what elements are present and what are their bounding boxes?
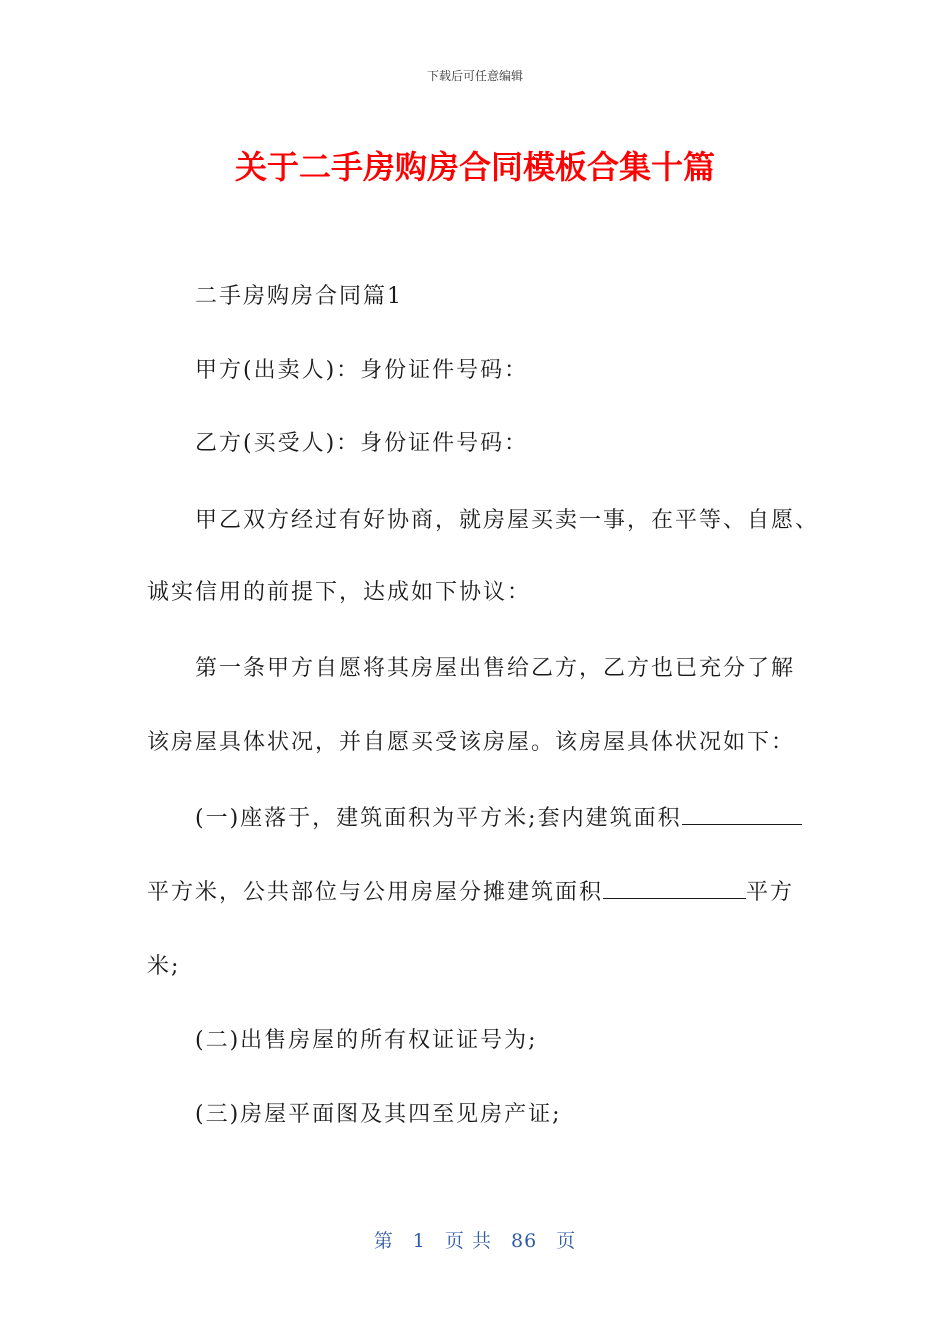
clause-text: (一)座落于，建筑面积为平方米;套内建筑面积 — [195, 806, 682, 831]
paragraph-line: 甲乙双方经过有好协商，就房屋买卖一事，在平等、自愿、 — [195, 508, 820, 533]
party-a-line: 甲方(出卖人)：身份证件号码： — [195, 358, 529, 383]
article-one-line: 第一条甲方自愿将其房屋出售给乙方，乙方也已充分了解 — [195, 656, 796, 681]
clause-two-line: (二)出售房屋的所有权证证号为; — [195, 1028, 538, 1053]
section-heading: 二手房购房合同篇1 — [195, 284, 403, 309]
page-number: 1 — [412, 1230, 426, 1252]
fill-in-blank[interactable] — [682, 804, 802, 825]
paragraph-line: 该房屋具体状况，并自愿买受该房屋。该房屋具体状况如下： — [147, 730, 796, 755]
footer-mid: 页 共 — [444, 1230, 492, 1252]
total-pages: 86 — [511, 1230, 538, 1252]
page-footer — [0, 1226, 950, 1253]
footer-suffix: 页 — [556, 1230, 577, 1252]
clause-one-line — [195, 804, 802, 834]
footer-prefix: 第 — [373, 1230, 394, 1252]
paragraph-line: 米; — [147, 954, 181, 979]
party-b-line: 乙方(买受人)：身份证件号码： — [195, 431, 529, 456]
fill-in-blank[interactable] — [603, 878, 746, 899]
clause-text: 平方 — [746, 880, 795, 905]
paragraph-line — [147, 878, 794, 908]
header-note: 下载后可任意编辑 — [426, 69, 523, 83]
clause-three-line: (三)房屋平面图及其四至见房产证; — [195, 1102, 562, 1127]
paragraph-line: 诚实信用的前提下，达成如下协议： — [147, 580, 532, 605]
document-title: 关于二手房购房合同模板合集十篇 — [234, 148, 715, 186]
clause-text: 平方米，公共部位与公用房屋分摊建筑面积 — [147, 880, 604, 905]
